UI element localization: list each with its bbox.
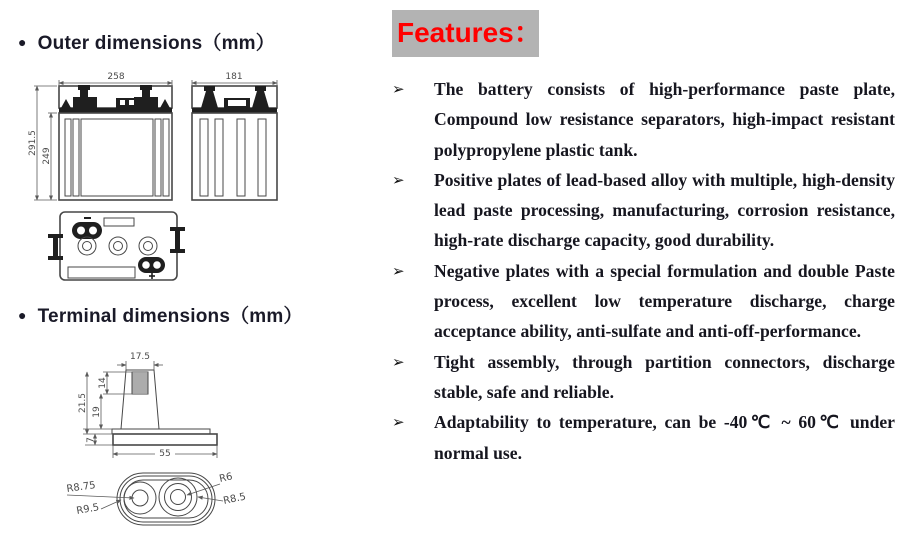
terminal-dimensions-drawing <box>55 346 290 542</box>
terminal-plan-view <box>66 471 247 525</box>
feature-text: Positive plates of lead-based alloy with multiple, high-density lead paste processing, manufacturing, corrosion resistance, high-rate discharge capacity, good durability. <box>434 169 895 251</box>
arrow-bullet-icon: ➢ <box>392 413 405 432</box>
feature-text: The battery consists of high-performance paste plate, Compound low resistance separators, high-impact resistant polypropylene plastic tank. <box>434 79 895 160</box>
post-height-value: 19 <box>92 406 102 418</box>
outer-dimensions-label: Outer dimensions（mm） <box>37 33 275 54</box>
stud-width-dimension <box>117 352 163 370</box>
base-width-dimension <box>113 445 217 459</box>
front-terminals-icon <box>61 85 170 108</box>
feature-text: Tight assembly, through partition connectors, discharge stable, safe and reliable. <box>434 351 895 402</box>
feature-item <box>392 74 895 165</box>
overall-height-value: 21.5 <box>78 392 88 414</box>
radius-left-outer-label: R9.5 <box>75 502 101 517</box>
feature-item <box>392 165 895 256</box>
arrow-bullet-icon: ➢ <box>392 170 405 189</box>
side-width-dimension <box>192 72 277 87</box>
base-thickness-dimension <box>85 434 113 445</box>
thread-hatch-icon <box>132 374 148 392</box>
right-handle-icon <box>170 227 185 253</box>
plus-mark-icon <box>149 273 155 279</box>
terminal-side-view <box>78 352 217 459</box>
case-height-dimension <box>42 113 57 200</box>
case-height-value: 249 <box>42 147 52 165</box>
front-width-dimension <box>59 72 172 87</box>
feature-text: Negative plates with a special formulation and double Paste process, excellent low temperature discharge, charge acceptance ability, anti-sulfate and anti-off-performance. <box>434 260 895 342</box>
radius-left-inner-label: R8.75 <box>65 480 97 495</box>
thread-length-dimension <box>98 372 132 394</box>
stud-width-value: 17.5 <box>129 352 151 362</box>
feature-item <box>392 407 895 468</box>
battery-side-view <box>192 72 277 200</box>
battery-front-view <box>28 72 172 200</box>
vent-caps-icon <box>78 237 157 255</box>
arrow-bullet-icon: ➢ <box>392 261 405 280</box>
side-terminals-icon <box>201 86 269 108</box>
overall-height-dimension <box>28 86 57 200</box>
arrow-bullet-icon: ➢ <box>392 352 405 371</box>
feature-text: Adaptability to temperature, can be -40℃ ~ 60℃ under normal use. <box>434 412 895 463</box>
radius-right-outer-label: R8.5 <box>222 491 247 507</box>
front-width-value: 258 <box>107 72 125 82</box>
radius-right-inner-label: R6 <box>218 471 234 485</box>
radius-callouts <box>66 471 247 517</box>
arrow-bullet-icon: ➢ <box>392 80 405 98</box>
thread-length-value: 14 <box>98 377 108 389</box>
outer-dimensions-drawing <box>28 70 298 300</box>
base-thickness-value: 7 <box>86 437 96 443</box>
positive-terminal-top-icon <box>138 257 165 273</box>
features-list <box>392 74 895 468</box>
negative-terminal-top-icon <box>72 222 102 239</box>
terminal-dimensions-label: Terminal dimensions（mm） <box>37 306 303 327</box>
bullet-dot-icon: ● <box>18 34 27 50</box>
feature-item <box>392 347 895 408</box>
base-width-value: 55 <box>159 449 171 459</box>
bullet-dot-icon: ● <box>18 307 27 323</box>
side-width-value: 181 <box>225 72 243 82</box>
terminal-dimensions-heading <box>18 301 303 328</box>
battery-top-view <box>48 212 185 280</box>
label-recess <box>68 267 135 278</box>
features-title: Features： <box>397 17 542 48</box>
feature-item <box>392 256 895 347</box>
minus-mark-icon <box>84 217 91 219</box>
outer-dimensions-heading <box>18 28 275 55</box>
features-header <box>392 10 542 57</box>
overall-height-value: 291.5 <box>28 130 38 156</box>
